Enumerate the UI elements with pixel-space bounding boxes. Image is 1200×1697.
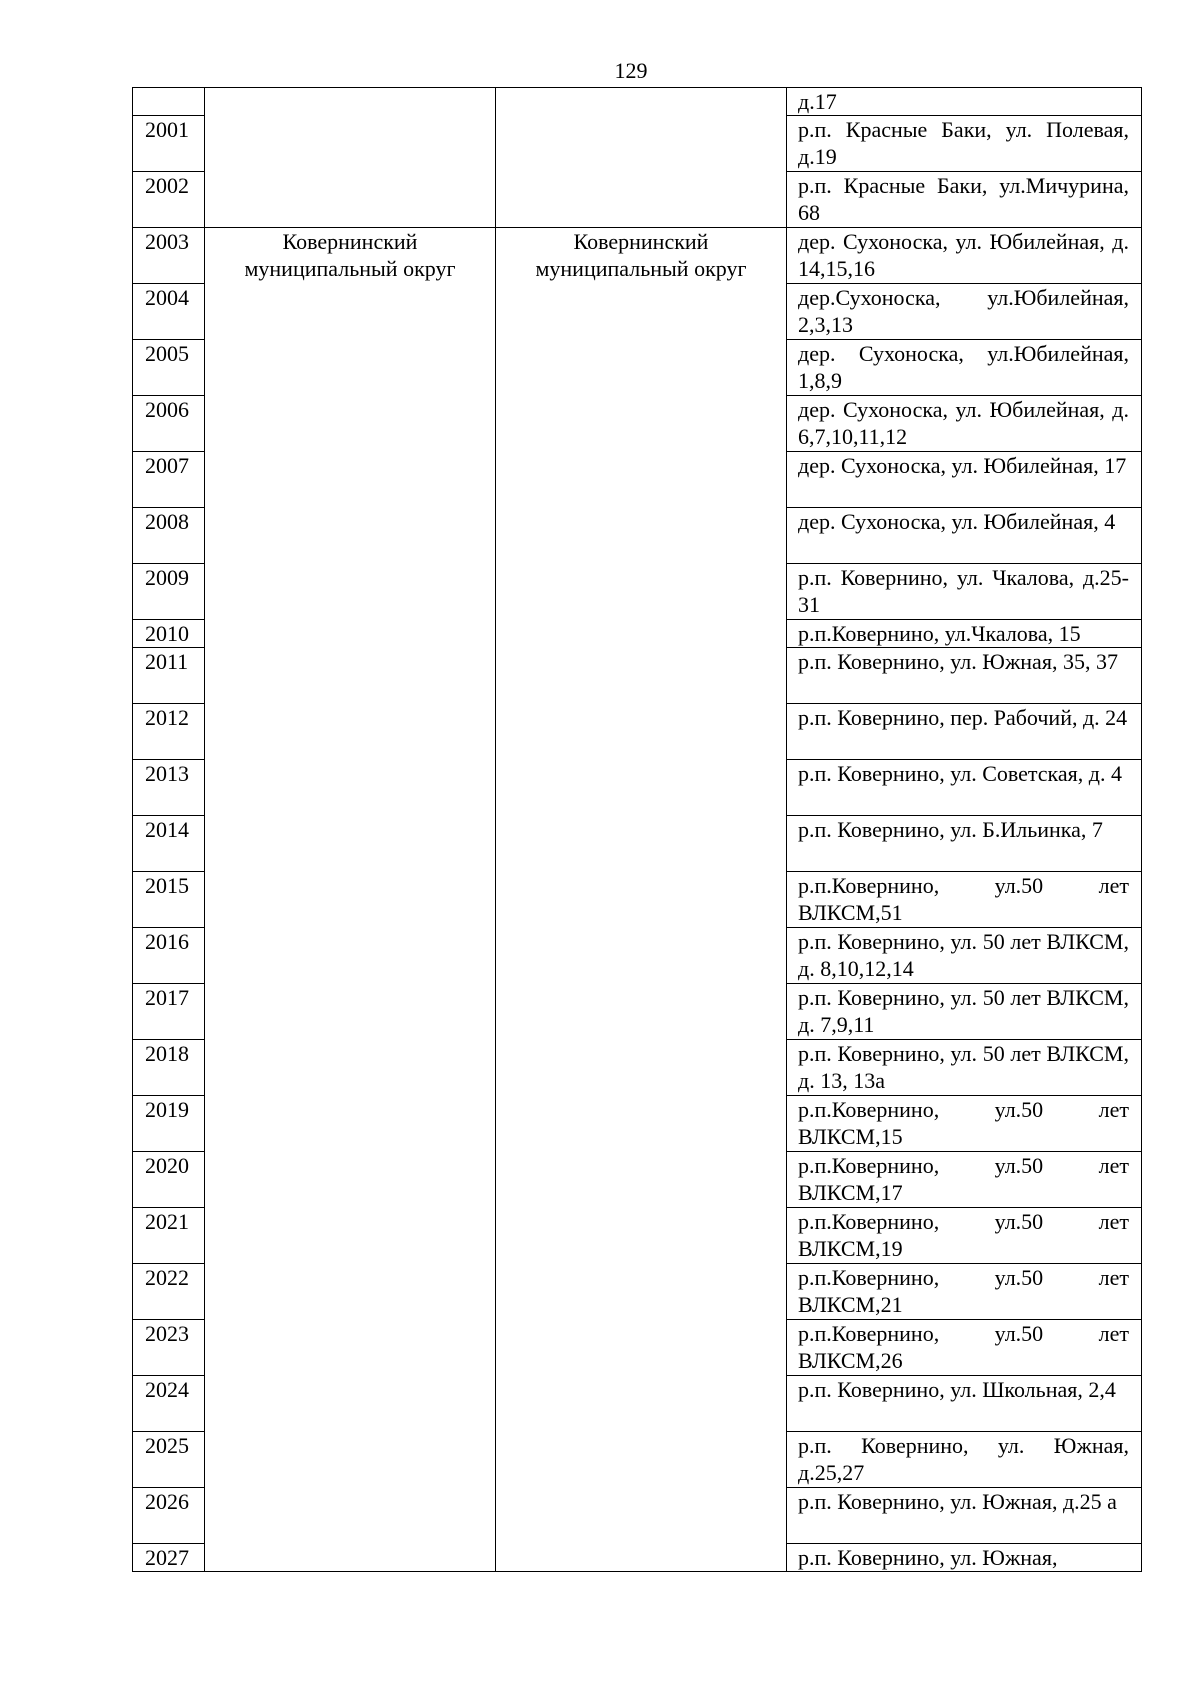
district-cell: Ковернинский муниципальный округ (205, 228, 496, 1572)
address-cell: дер.Сухоноска, ул.Юбилейная, 2,3,13 (787, 284, 1142, 340)
address-cell: р.п.Ковернино, ул.50 лет ВЛКСМ,15 (787, 1096, 1142, 1152)
address-cell: р.п. Ковернино, ул. 50 лет ВЛКСМ, д. 13, 13а (787, 1040, 1142, 1096)
row-number-cell: 2024 (133, 1376, 205, 1432)
address-cell: р.п. Ковернино, ул. Южная, 35, 37 (787, 648, 1142, 704)
address-cell: р.п. Ковернино, пер. Рабочий, д. 24 (787, 704, 1142, 760)
address-cell: р.п. Красные Баки, ул.Мичурина, 68 (787, 172, 1142, 228)
table-body (133, 88, 1142, 1572)
address-cell: дер. Сухоноска, ул.Юбилейная, 1,8,9 (787, 340, 1142, 396)
address-cell: р.п.Ковернино, ул.50 лет ВЛКСМ,17 (787, 1152, 1142, 1208)
row-number-cell: 2027 (133, 1544, 205, 1572)
row-number-cell: 2011 (133, 648, 205, 704)
address-cell: р.п.Ковернино, ул.50 лет ВЛКСМ,21 (787, 1264, 1142, 1320)
address-cell: р.п. Ковернино, ул. Южная, д.25 а (787, 1488, 1142, 1544)
row-number-cell: 2025 (133, 1432, 205, 1488)
address-cell: р.п. Красные Баки, ул. Полевая, д.19 (787, 116, 1142, 172)
row-number-cell: 2022 (133, 1264, 205, 1320)
address-cell: р.п. Ковернино, ул. Южная, (787, 1544, 1142, 1572)
address-cell: р.п. Ковернино, ул. Б.Ильинка, 7 (787, 816, 1142, 872)
address-cell: р.п. Ковернино, ул. 50 лет ВЛКСМ, д. 7,9,11 (787, 984, 1142, 1040)
row-number-cell: 2013 (133, 760, 205, 816)
address-cell: р.п.Ковернино, ул.50 лет ВЛКСМ,51 (787, 872, 1142, 928)
address-cell: р.п.Ковернино, ул.Чкалова, 15 (787, 620, 1142, 648)
area-cell (496, 88, 787, 228)
row-number-cell: 2019 (133, 1096, 205, 1152)
row-number-cell: 2002 (133, 172, 205, 228)
row-number-cell: 2006 (133, 396, 205, 452)
row-number-cell: 2007 (133, 452, 205, 508)
address-cell: р.п. Ковернино, ул. Школьная, 2,4 (787, 1376, 1142, 1432)
address-cell: р.п. Ковернино, ул. Южная, д.25,27 (787, 1432, 1142, 1488)
address-cell: р.п. Ковернино, ул. 50 лет ВЛКСМ, д. 8,10,12,14 (787, 928, 1142, 984)
table-row (133, 228, 1142, 284)
area-cell: Ковернинский муниципальный округ (496, 228, 787, 1572)
address-cell: дер. Сухоноска, ул. Юбилейная, д. 14,15,16 (787, 228, 1142, 284)
address-cell: дер. Сухоноска, ул. Юбилейная, д. 6,7,10,11,12 (787, 396, 1142, 452)
row-number-cell: 2003 (133, 228, 205, 284)
row-number-cell: 2026 (133, 1488, 205, 1544)
address-table (132, 87, 1142, 1572)
row-number-cell: 2014 (133, 816, 205, 872)
row-number-cell: 2008 (133, 508, 205, 564)
row-number-cell: 2004 (133, 284, 205, 340)
address-cell: р.п. Ковернино, ул. Советская, д. 4 (787, 760, 1142, 816)
row-number-cell: 2001 (133, 116, 205, 172)
address-cell: д.17 (787, 88, 1142, 116)
row-number-cell: 2016 (133, 928, 205, 984)
address-cell: дер. Сухоноска, ул. Юбилейная, 4 (787, 508, 1142, 564)
row-number-cell: 2023 (133, 1320, 205, 1376)
address-cell: р.п.Ковернино, ул.50 лет ВЛКСМ,26 (787, 1320, 1142, 1376)
row-number-cell: 2021 (133, 1208, 205, 1264)
address-cell: дер. Сухоноска, ул. Юбилейная, 17 (787, 452, 1142, 508)
table-row (133, 88, 1142, 116)
row-number-cell: 2009 (133, 564, 205, 620)
row-number-cell: 2020 (133, 1152, 205, 1208)
row-number-cell: 2018 (133, 1040, 205, 1096)
row-number-cell: 2017 (133, 984, 205, 1040)
row-number-cell: 2005 (133, 340, 205, 396)
address-cell: р.п.Ковернино, ул.50 лет ВЛКСМ,19 (787, 1208, 1142, 1264)
row-number-cell: 2015 (133, 872, 205, 928)
district-cell (205, 88, 496, 228)
row-number-cell: 2010 (133, 620, 205, 648)
page-number: 129 (614, 58, 648, 83)
row-number-cell: 2012 (133, 704, 205, 760)
address-cell: р.п. Ковернино, ул. Чкалова, д.25-31 (787, 564, 1142, 620)
row-number-cell (133, 88, 205, 116)
